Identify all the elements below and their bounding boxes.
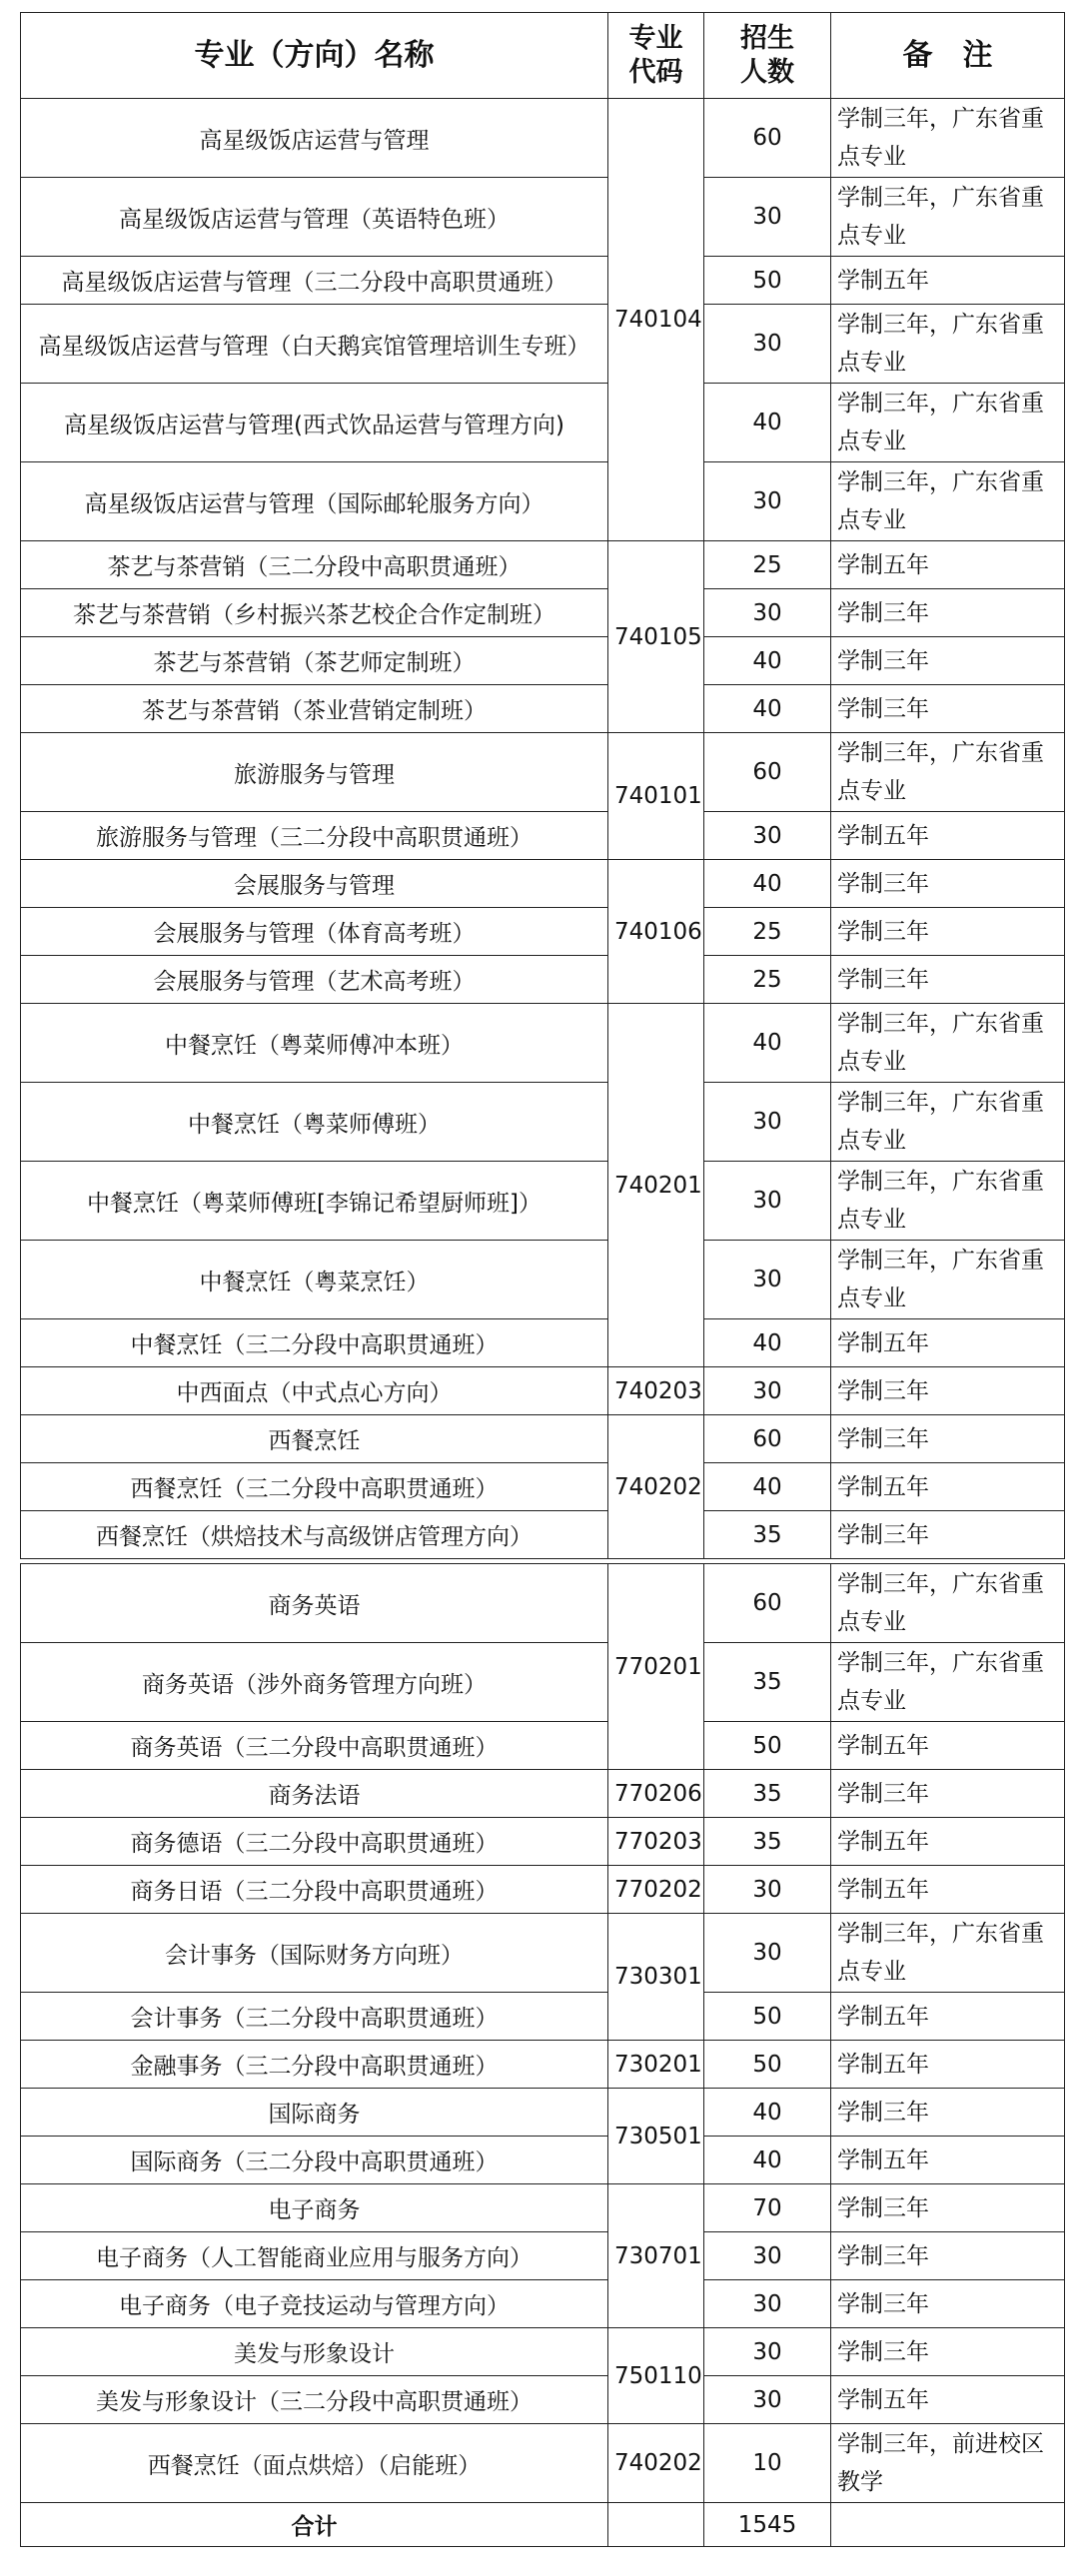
note-cell: 学制五年 [831,257,1065,305]
total-count-cell: 1545 [704,2503,831,2547]
note-cell: 学制三年，广东省重点专业 [831,733,1065,812]
enrollment-count-cell: 35 [704,1511,831,1559]
note-cell: 学制五年 [831,541,1065,589]
enrollment-count-cell: 60 [704,99,831,178]
table-row [21,1770,1065,1818]
note-cell: 学制五年 [831,1818,1065,1866]
note-cell: 学制三年 [831,685,1065,733]
major-name-cell: 商务英语 [21,1564,608,1643]
enrollment-count-cell: 60 [704,733,831,812]
major-name-cell: 国际商务 [21,2089,608,2137]
major-name-cell: 商务德语（三二分段中高职贯通班） [21,1818,608,1866]
enrollment-count-cell: 30 [704,2232,831,2280]
major-name-cell: 茶艺与茶营销（茶业营销定制班） [21,685,608,733]
table-row [21,2232,1065,2280]
note-cell: 学制三年，广东省重点专业 [831,1914,1065,1993]
enrollment-count-cell: 30 [704,178,831,257]
enrollment-count-cell: 10 [704,2424,831,2503]
header-name: 专业（方向）名称 [21,13,608,99]
enrollment-count-cell: 30 [704,1914,831,1993]
major-name-cell: 高星级饭店运营与管理（三二分段中高职贯通班） [21,257,608,305]
note-cell: 学制三年，广东省重点专业 [831,305,1065,384]
table-row [21,2424,1065,2503]
table-row [21,2184,1065,2232]
major-code-cell: 740104 [608,99,704,541]
table-row [21,178,1065,257]
total-row [21,2503,1065,2547]
table-row [21,2041,1065,2089]
major-code-cell: 770202 [608,1866,704,1914]
total-note-cell [831,2503,1065,2547]
table-row [21,908,1065,956]
note-cell: 学制三年 [831,956,1065,1004]
note-cell: 学制三年，广东省重点专业 [831,384,1065,462]
major-name-cell: 西餐烹饪 [21,1415,608,1463]
enrollment-count-cell: 60 [704,1415,831,1463]
note-cell: 学制三年 [831,1770,1065,1818]
note-cell: 学制五年 [831,2137,1065,2184]
table-row [21,1564,1065,1643]
header-count-line2: 人数 [740,56,794,88]
major-name-cell: 会计事务（三二分段中高职贯通班） [21,1993,608,2041]
major-name-cell: 中餐烹饪（三二分段中高职贯通班） [21,1319,608,1367]
major-name-cell: 商务英语（涉外商务管理方向班） [21,1643,608,1722]
note-cell: 学制三年 [831,2232,1065,2280]
table-row [21,2328,1065,2376]
major-name-cell: 中餐烹饪（粤菜师傅班[李锦记希望厨师班]） [21,1162,608,1241]
note-cell: 学制五年 [831,2376,1065,2424]
table-row [21,384,1065,462]
major-name-cell: 高星级饭店运营与管理（白天鹅宾馆管理培训生专班） [21,305,608,384]
note-cell: 学制三年 [831,1415,1065,1463]
major-code-cell: 740202 [608,1415,704,1559]
major-name-cell: 西餐烹饪（三二分段中高职贯通班） [21,1463,608,1511]
note-cell: 学制五年 [831,812,1065,860]
enrollment-count-cell: 40 [704,1463,831,1511]
table-row [21,812,1065,860]
note-cell: 学制三年 [831,637,1065,685]
note-cell: 学制三年 [831,2328,1065,2376]
enrollment-count-cell: 30 [704,812,831,860]
major-name-cell: 旅游服务与管理 [21,733,608,812]
header-code [608,13,704,99]
note-cell: 学制五年 [831,1866,1065,1914]
major-code-cell: 770206 [608,1770,704,1818]
major-name-cell: 会展服务与管理 [21,860,608,908]
major-code-cell: 750110 [608,2328,704,2424]
note-cell: 学制三年 [831,2089,1065,2137]
enrollment-count-cell: 35 [704,1643,831,1722]
table-row [21,860,1065,908]
major-code-cell: 740203 [608,1367,704,1415]
major-name-cell: 商务英语（三二分段中高职贯通班） [21,1722,608,1770]
enrollment-count-cell: 40 [704,860,831,908]
major-name-cell: 中餐烹饪（粤菜烹饪） [21,1241,608,1319]
table-row [21,2137,1065,2184]
note-cell: 学制五年 [831,1722,1065,1770]
major-name-cell: 旅游服务与管理（三二分段中高职贯通班） [21,812,608,860]
header-note: 备 注 [831,13,1065,99]
note-cell: 学制三年 [831,589,1065,637]
enrollment-count-cell: 40 [704,637,831,685]
major-code-cell: 740201 [608,1004,704,1367]
enrollment-count-cell: 50 [704,1722,831,1770]
table-row [21,1083,1065,1162]
table-row [21,1415,1065,1463]
enrollment-count-cell: 40 [704,1319,831,1367]
major-name-cell: 电子商务（人工智能商业应用与服务方向） [21,2232,608,2280]
note-cell: 学制五年 [831,1993,1065,2041]
enrollment-count-cell: 50 [704,1993,831,2041]
note-cell: 学制五年 [831,1463,1065,1511]
table-row [21,1511,1065,1559]
enrollment-count-cell: 30 [704,1241,831,1319]
major-code-cell: 770203 [608,1818,704,1866]
table-row [21,1319,1065,1367]
major-code-cell: 740105 [608,541,704,733]
note-cell: 学制三年 [831,2184,1065,2232]
enrollment-count-cell: 25 [704,956,831,1004]
major-code-cell: 770201 [608,1564,704,1770]
major-name-cell: 高星级饭店运营与管理（国际邮轮服务方向） [21,462,608,541]
header-count [704,13,831,99]
note-cell: 学制三年，广东省重点专业 [831,178,1065,257]
enrollment-table [20,12,1065,2547]
table-row [21,1993,1065,2041]
major-name-cell: 中餐烹饪（粤菜师傅冲本班） [21,1004,608,1083]
enrollment-count-cell: 30 [704,1866,831,1914]
enrollment-count-cell: 30 [704,1162,831,1241]
note-cell: 学制三年 [831,908,1065,956]
header-code-line1: 专业 [628,22,683,54]
major-name-cell: 金融事务（三二分段中高职贯通班） [21,2041,608,2089]
table-row [21,956,1065,1004]
enrollment-count-cell: 30 [704,589,831,637]
table-row [21,589,1065,637]
major-name-cell: 茶艺与茶营销（三二分段中高职贯通班） [21,541,608,589]
total-label-cell: 合计 [21,2503,608,2547]
major-name-cell: 会展服务与管理（艺术高考班） [21,956,608,1004]
enrollment-count-cell: 30 [704,2376,831,2424]
enrollment-count-cell: 25 [704,541,831,589]
enrollment-count-cell: 70 [704,2184,831,2232]
note-cell: 学制三年 [831,2280,1065,2328]
table-row [21,685,1065,733]
table-row [21,1004,1065,1083]
note-cell: 学制三年 [831,1511,1065,1559]
major-code-cell: 730201 [608,2041,704,2089]
major-name-cell: 西餐烹饪（烘焙技术与高级饼店管理方向） [21,1511,608,1559]
table-row [21,1914,1065,1993]
note-cell: 学制五年 [831,2041,1065,2089]
table-row [21,1241,1065,1319]
enrollment-count-cell: 30 [704,2280,831,2328]
note-cell: 学制三年，广东省重点专业 [831,1004,1065,1083]
enrollment-count-cell: 35 [704,1770,831,1818]
table-row [21,2280,1065,2328]
note-cell: 学制五年 [831,1319,1065,1367]
table-row [21,462,1065,541]
major-name-cell: 中餐烹饪（粤菜师傅班） [21,1083,608,1162]
enrollment-count-cell: 40 [704,2137,831,2184]
enrollment-count-cell: 40 [704,2089,831,2137]
note-cell: 学制三年，广东省重点专业 [831,1643,1065,1722]
major-name-cell: 美发与形象设计 [21,2328,608,2376]
note-cell: 学制三年，广东省重点专业 [831,1083,1065,1162]
table-row [21,257,1065,305]
header-count-line1: 招生 [740,22,794,54]
major-name-cell: 茶艺与茶营销（乡村振兴茶艺校企合作定制班） [21,589,608,637]
major-name-cell: 商务日语（三二分段中高职贯通班） [21,1866,608,1914]
table-row [21,305,1065,384]
enrollment-count-cell: 30 [704,305,831,384]
major-name-cell: 美发与形象设计（三二分段中高职贯通班） [21,2376,608,2424]
enrollment-count-cell: 40 [704,685,831,733]
enrollment-count-cell: 30 [704,1083,831,1162]
major-code-cell: 740202 [608,2424,704,2503]
enrollment-count-cell: 25 [704,908,831,956]
enrollment-count-cell: 30 [704,2328,831,2376]
major-name-cell: 电子商务 [21,2184,608,2232]
table-row [21,2089,1065,2137]
table-row [21,1367,1065,1415]
enrollment-count-cell: 50 [704,257,831,305]
major-name-cell: 会计事务（国际财务方向班） [21,1914,608,1993]
note-cell: 学制三年，广东省重点专业 [831,1241,1065,1319]
enrollment-count-cell: 40 [704,384,831,462]
note-cell: 学制三年，广东省重点专业 [831,99,1065,178]
major-code-cell: 740101 [608,733,704,860]
major-name-cell: 电子商务（电子竞技运动与管理方向） [21,2280,608,2328]
major-name-cell: 高星级饭店运营与管理(西式饮品运营与管理方向) [21,384,608,462]
note-cell: 学制三年 [831,860,1065,908]
major-name-cell: 高星级饭店运营与管理 [21,99,608,178]
total-code-cell [608,2503,704,2547]
table-row [21,1162,1065,1241]
note-cell: 学制三年，广东省重点专业 [831,462,1065,541]
major-name-cell: 高星级饭店运营与管理（英语特色班） [21,178,608,257]
major-name-cell: 茶艺与茶营销（茶艺师定制班） [21,637,608,685]
header-row [21,13,1065,99]
table-row [21,1463,1065,1511]
enrollment-count-cell: 50 [704,2041,831,2089]
enrollment-count-cell: 40 [704,1004,831,1083]
major-code-cell: 730701 [608,2184,704,2328]
major-code-cell: 730501 [608,2089,704,2184]
enrollment-count-cell: 30 [704,462,831,541]
enrollment-count-cell: 30 [704,1367,831,1415]
table-body [21,99,1065,2547]
major-name-cell: 商务法语 [21,1770,608,1818]
table-row [21,1818,1065,1866]
table-row [21,2376,1065,2424]
major-name-cell: 会展服务与管理（体育高考班） [21,908,608,956]
table-row [21,637,1065,685]
enrollment-count-cell: 60 [704,1564,831,1643]
note-cell: 学制三年 [831,1367,1065,1415]
table-row [21,1722,1065,1770]
major-name-cell: 国际商务（三二分段中高职贯通班） [21,2137,608,2184]
table-row [21,99,1065,178]
note-cell: 学制三年，前进校区教学 [831,2424,1065,2503]
table-row [21,1643,1065,1722]
major-name-cell: 中西面点（中式点心方向） [21,1367,608,1415]
table-row [21,541,1065,589]
note-cell: 学制三年，广东省重点专业 [831,1564,1065,1643]
note-cell: 学制三年，广东省重点专业 [831,1162,1065,1241]
major-name-cell: 西餐烹饪（面点烘焙）（启能班） [21,2424,608,2503]
header-code-line2: 代码 [628,56,683,88]
major-code-cell: 740106 [608,860,704,1004]
table-row [21,1866,1065,1914]
enrollment-count-cell: 35 [704,1818,831,1866]
major-code-cell: 730301 [608,1914,704,2041]
table-row [21,733,1065,812]
